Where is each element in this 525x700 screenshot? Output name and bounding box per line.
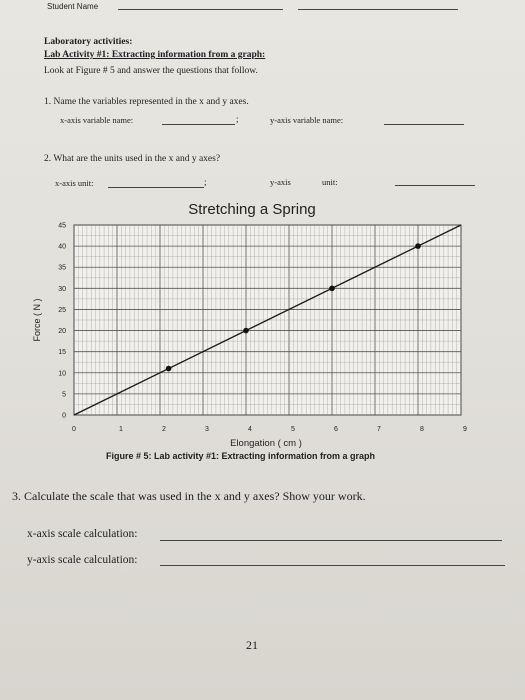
q1-x-answer-line[interactable]	[162, 124, 235, 125]
x-tick-label: 2	[162, 426, 166, 433]
data-point	[166, 366, 172, 372]
q3-x-label: x-axis scale calculation:	[27, 528, 138, 540]
q3-y-answer-line[interactable]	[160, 565, 505, 566]
q1-x-label: x-axis variable name:	[60, 115, 134, 125]
x-tick-label: 6	[334, 426, 338, 433]
q1-separator: ;	[236, 114, 239, 124]
question-1-text: 1. Name the variables represented in the x and y axes.	[44, 97, 249, 107]
y-tick-label: 35	[58, 264, 66, 272]
x-tick-label: 9	[463, 426, 467, 433]
q2-y-label-a: y-axis	[270, 177, 291, 187]
page-number: 21	[246, 638, 258, 652]
y-tick-label: 25	[58, 306, 66, 314]
y-tick-label: 15	[58, 349, 66, 357]
y-tick-label: 45	[58, 222, 66, 230]
x-tick-label: 3	[205, 426, 209, 433]
q2-x-label: x-axis unit:	[55, 178, 94, 188]
q1-y-label: y-axis variable name:	[270, 115, 344, 125]
y-tick-label: 0	[62, 412, 66, 420]
q1-y-answer-line[interactable]	[384, 124, 464, 125]
x-tick-label: 5	[291, 426, 295, 433]
y-tick-label: 40	[58, 243, 66, 251]
data-point	[329, 286, 335, 292]
x-tick-label: 8	[420, 426, 424, 433]
y-tick-label: 20	[58, 328, 66, 336]
y-tick-label: 10	[58, 370, 66, 378]
q3-y-label: y-axis scale calculation:	[27, 554, 138, 566]
x-tick-label: 7	[377, 426, 381, 433]
data-point	[415, 243, 421, 249]
x-tick-label: 4	[248, 426, 252, 433]
chart-title: Stretching a Spring	[188, 201, 316, 218]
figure-caption: Figure # 5: Lab activity #1: Extracting information from a graph	[106, 451, 376, 461]
activity-instruction: Look at Figure # 5 and answer the questions that follow.	[44, 66, 258, 76]
x-axis-title: Elongation ( cm )	[230, 438, 302, 449]
q2-x-answer-line[interactable]	[108, 187, 204, 188]
student-name-label: Student Name	[47, 2, 99, 11]
q2-y-label-b: unit:	[322, 177, 338, 187]
y-axis-ticks	[58, 223, 66, 420]
student-name-line[interactable]	[118, 9, 283, 10]
q2-y-answer-line[interactable]	[395, 185, 475, 186]
question-2-text: 2. What are the units used in the x and y axes?	[44, 154, 221, 164]
spring-chart	[0, 190, 525, 470]
y-tick-label: 5	[62, 391, 66, 399]
x-axis-ticks	[72, 426, 467, 433]
data-point	[243, 328, 249, 334]
activity-subheading: Lab Activity #1: Extracting information from a graph:	[44, 50, 266, 60]
header-line-right	[298, 9, 458, 10]
x-tick-label: 0	[72, 426, 76, 433]
y-axis-title: Force ( N )	[32, 298, 42, 342]
x-tick-label: 1	[119, 426, 123, 433]
q3-x-answer-line[interactable]	[160, 540, 502, 541]
q2-separator: ;	[204, 177, 207, 187]
y-tick-label: 30	[58, 285, 66, 293]
activities-heading: Laboratory activities:	[44, 37, 133, 47]
question-3-text: 3. Calculate the scale that was used in the x and y axes? Show your work.	[12, 489, 366, 503]
